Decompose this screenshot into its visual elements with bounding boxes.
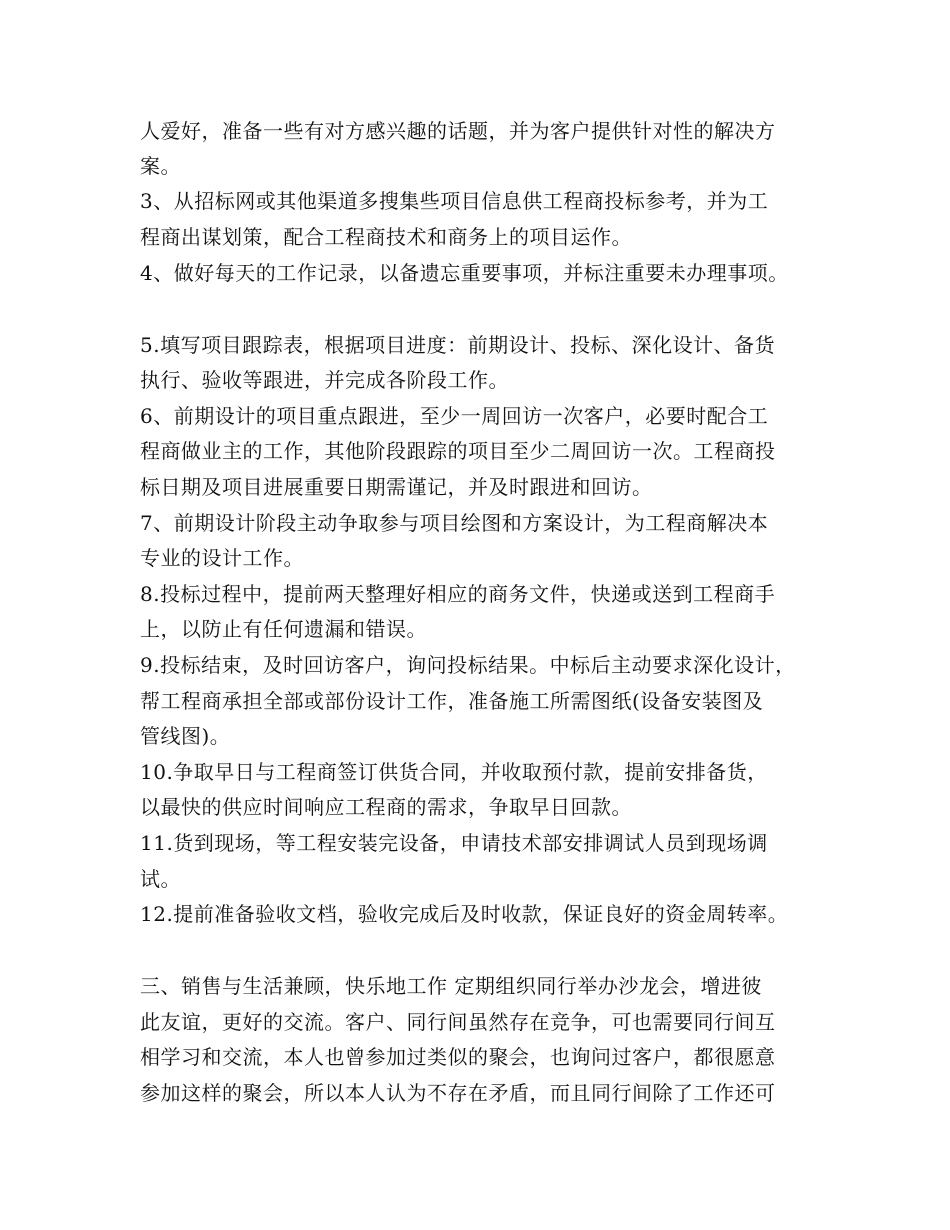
text-line: 执行、验收等跟进，并完成各阶段工作。	[140, 368, 509, 392]
text-line: 案。	[140, 154, 181, 178]
text-line: 3、从招标网或其他渠道多搜集些项目信息供工程商投标参考，并为工	[140, 189, 769, 213]
text-line: 11.货到现场，等工程安装完设备，申请技术部安排调试人员到现场调	[140, 831, 768, 855]
text-line: 管线图)。	[140, 724, 231, 748]
text-line: 此友谊，更好的交流。客户、同行间虽然存在竞争，可也需要同行间互	[140, 1010, 776, 1034]
text-line: 标日期及项目进展重要日期需谨记，并及时跟进和回访。	[140, 475, 653, 499]
text-line: 帮工程商承担全部或部份设计工作，准备施工所需图纸(设备安装图及	[140, 689, 764, 713]
text-line: 4、做好每天的工作记录，以备遗忘重要事项，并标注重要未办理事项。	[140, 261, 789, 285]
text-line: 相学习和交流，本人也曾参加过类似的聚会，也询问过客户，都很愿意	[140, 1045, 776, 1069]
text-line: 程商出谋划策，配合工程商技术和商务上的项目运作。	[140, 225, 632, 249]
text-line: 参加这样的聚会，所以本人认为不存在矛盾，而且同行间除了工作还可	[140, 1081, 776, 1105]
text-line: 9.投标结束，及时回访客户，询问投标结果。中标后主动要求深化设计，	[140, 653, 796, 677]
text-line: 5.填写项目跟踪表，根据项目进度：前期设计、投标、深化设计、备货	[140, 333, 776, 357]
text-line: 专业的设计工作。	[140, 546, 304, 570]
text-line: 三、销售与生活兼顾，快乐地工作 定期组织同行举办沙龙会，增进彼	[140, 974, 762, 998]
text-line: 6、前期设计的项目重点跟进，至少一周回访一次客户，必要时配合工	[140, 404, 769, 428]
text-line: 人爱好，准备一些有对方感兴趣的话题，并为客户提供针对性的解决方	[140, 119, 776, 143]
text-line: 10.争取早日与工程商签订供货合同，并收取预付款，提前安排备货，	[140, 760, 768, 784]
text-line: 上，以防止有任何遗漏和错误。	[140, 617, 427, 641]
text-line: 试。	[140, 867, 181, 891]
text-line: 7、前期设计阶段主动争取参与项目绘图和方案设计，为工程商解决本	[140, 511, 769, 535]
text-line: 程商做业主的工作，其他阶段跟踪的项目至少二周回访一次。工程商投	[140, 439, 776, 463]
text-line: 以最快的供应时间响应工程商的需求，争取早日回款。	[140, 795, 632, 819]
text-line: 12.提前准备验收文档，验收完成后及时收款，保证良好的资金周转率。	[140, 902, 789, 926]
text-line: 8.投标过程中，提前两天整理好相应的商务文件，快递或送到工程商手	[140, 582, 776, 606]
